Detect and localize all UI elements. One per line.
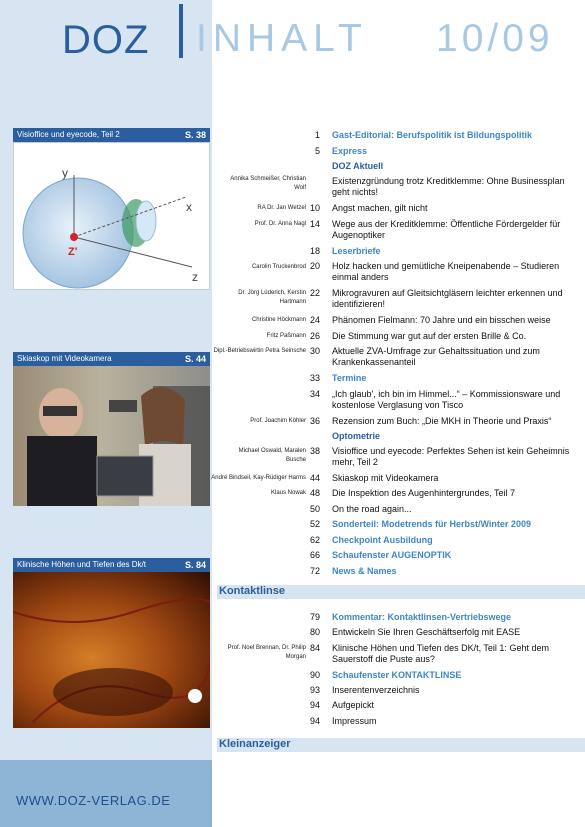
toc-author: RA Dr. Jan Wetzel — [257, 205, 306, 211]
toc-page: 1 — [314, 130, 320, 140]
toc-title[interactable]: Die Inspektion des Augenhintergrundes, Teil 7 — [332, 488, 515, 498]
toc-title[interactable]: News & Names — [332, 566, 397, 576]
panel-header — [13, 352, 210, 366]
panel-page: S. 38 — [184, 130, 206, 140]
trial-frame — [43, 406, 77, 416]
z-label: z — [192, 270, 198, 284]
website-link[interactable]: WWW.DOZ-VERLAG.DE — [16, 793, 171, 808]
eye-diagram-image — [13, 142, 210, 290]
toc-title[interactable]: Kommentar: Kontaktlinsen-Vertriebswege — [332, 612, 512, 622]
toc-author: Fritz Paßmann — [266, 333, 306, 339]
blood-vessel — [13, 599, 210, 622]
toc-page: 72 — [309, 566, 320, 576]
toc-page: 50 — [309, 504, 320, 514]
skiaskop-device — [109, 400, 137, 412]
toc-page: 22 — [309, 288, 320, 298]
cornea-shape — [136, 201, 156, 241]
toc-author: Prof. Dr. Anna Nagl — [254, 221, 306, 227]
toc-author: Prof. Noel Brennan, Dr. Philip Morgan — [227, 645, 306, 660]
toc-title[interactable]: Mikrogravuren auf Gleitsichtgläsern leichter erkennen und identifizieren! — [332, 288, 563, 309]
toc-author: Dr. Jörg Lüderich, Kerstin Hartmann — [238, 290, 306, 305]
toc-page: 90 — [309, 670, 320, 680]
examiner-hair — [141, 387, 185, 446]
toc-section-heading: DOZ Aktuell — [332, 161, 384, 171]
toc-page: 38 — [309, 446, 320, 456]
toc-page: 94 — [309, 700, 320, 710]
y-label: y — [62, 166, 68, 180]
toc-title[interactable]: Phänomen Fielmann: 70 Jahre und ein bisschen weise — [332, 315, 551, 325]
toc-author: Christine Höckmann — [251, 317, 306, 323]
dark-region — [53, 668, 173, 716]
toc-page: 52 — [309, 519, 320, 529]
toc-page: 10 — [309, 203, 320, 213]
toc-title[interactable]: Existenzgründung trotz Kreditklemme: Ohne Businessplan geht nichts! — [332, 176, 565, 197]
toc-page: 18 — [309, 246, 320, 256]
toc-title[interactable]: Express — [332, 146, 368, 156]
toc-title[interactable]: Schaufenster AUGENOPTIK — [332, 550, 452, 560]
panel-caption: Skiaskop mit Videokamera — [17, 354, 112, 363]
toc-author: André Bindseil, Kay-Rüdiger Harms — [211, 475, 306, 481]
toc-page: 26 — [309, 331, 320, 341]
toc-title[interactable]: Angst machen, gilt nicht — [332, 203, 428, 213]
toc-title[interactable]: Inserentenverzeichnis — [332, 685, 420, 695]
toc-page: 44 — [309, 473, 320, 483]
panel-header — [13, 558, 210, 572]
eye-diagram — [14, 143, 210, 289]
toc-page: 93 — [309, 685, 320, 695]
fundus-illustration — [13, 572, 210, 728]
toc-title[interactable]: Impressum — [332, 716, 377, 726]
toc-author: Klaus Nowak — [270, 490, 306, 496]
toc-title[interactable]: Leserbriefe — [332, 246, 381, 256]
skiaskop-photo — [13, 366, 210, 506]
fundus-photo — [13, 572, 210, 728]
toc-author: Dipl.-Betriebswirtin Petra Seinsche — [213, 348, 306, 354]
toc-page: 80 — [309, 627, 320, 637]
panel-caption: Visioffice und eyecode, Teil 2 — [17, 130, 120, 139]
patient-body — [27, 436, 97, 506]
toc-author: Carolin Truckenbrod — [251, 264, 306, 270]
video-monitor — [97, 456, 153, 496]
toc-title[interactable]: Holz hacken und gemütliche Kneipenabende – Studieren einmal anders — [332, 261, 560, 282]
toc-page: 34 — [309, 389, 320, 399]
toc-page: 30 — [309, 346, 320, 356]
panel-header — [13, 128, 210, 142]
toc-page: 84 — [309, 643, 320, 653]
toc-title[interactable]: Die Stimmung war gut auf der ersten Brille & Co. — [332, 331, 527, 341]
panel-page: S. 44 — [184, 354, 206, 364]
toc-page: 66 — [309, 550, 320, 560]
toc-title[interactable]: Schaufenster KONTAKTLINSE — [332, 670, 462, 680]
toc-page: 48 — [309, 488, 320, 498]
page-title: INHALT — [196, 17, 368, 60]
toc-section-heading: Optometrie — [332, 431, 381, 441]
toc-page: 94 — [309, 716, 320, 726]
toc-page: 24 — [309, 315, 320, 325]
origin-dot — [70, 233, 78, 241]
panel-page: S. 84 — [184, 560, 206, 570]
panel-caption: Klinische Höhen und Tiefen des Dk/t — [17, 560, 146, 569]
skiaskop-illustration — [13, 366, 210, 506]
section-kontaktlinse: Kontaktlinse — [219, 585, 286, 597]
toc-title[interactable]: On the road again... — [332, 504, 412, 514]
header-divider — [179, 4, 183, 58]
issue-number: 10/09 — [436, 17, 554, 60]
light-reflex — [188, 689, 202, 703]
toc-title[interactable]: „Ich glaub', ich bin im Himmel...“ – Kommissionsware und kostenlose Verglasung von Tisco — [332, 389, 561, 410]
feature-panel-skiaskop[interactable] — [13, 352, 210, 506]
doz-logo: DOZ — [62, 18, 150, 62]
toc-author: Prof. Joachim Köhler — [250, 418, 306, 424]
toc-page: 14 — [309, 219, 320, 229]
eyeball-shape — [23, 178, 133, 288]
toc-title[interactable]: Visioffice und eyecode: Perfektes Sehen ist kein Geheimnis mehr, Teil 2 — [332, 446, 570, 467]
toc-title[interactable]: Rezension zum Buch: „Die MKH in Theorie und Praxis“ — [332, 416, 552, 426]
z-prime-label: Z' — [68, 246, 78, 258]
feature-panel-dkt[interactable] — [13, 558, 210, 728]
toc-title[interactable]: Wege aus der Kreditklemme: Öffentliche Fördergelder für Augenoptiker — [332, 219, 561, 240]
toc-title[interactable]: Sonderteil: Modetrends für Herbst/Winter 2009 — [332, 519, 531, 529]
toc-page: 20 — [309, 261, 320, 271]
toc-title[interactable]: Checkpoint Ausbildung — [332, 535, 433, 545]
toc-author: Michael Oswald, Maralen Busche — [238, 448, 306, 463]
section-kleinanzeiger: Kleinanzeiger — [219, 738, 291, 750]
toc-title[interactable]: Gast-Editorial: Berufspolitik ist Bildungspolitik — [332, 130, 533, 140]
toc-title[interactable]: Aufgepickt — [332, 700, 375, 710]
toc-page: 36 — [309, 416, 320, 426]
toc-page: 5 — [314, 146, 320, 156]
toc-title[interactable]: Termine — [332, 373, 367, 383]
toc-author: Annika Schmeißer, Christian Wolf — [230, 176, 306, 191]
toc-title[interactable]: Aktuelle ZVA-Umfrage zur Gehaltssituation und zum Krankenkassenanteil — [332, 346, 540, 367]
toc-title[interactable]: Klinische Höhen und Tiefen des DK/t, Teil 1: Geht dem Sauerstoff die Puste aus? — [332, 643, 549, 664]
x-label: x — [186, 200, 192, 214]
toc-title[interactable]: Entwickeln Sie Ihren Geschäftserfolg mit EASE — [332, 627, 521, 637]
toc-page: 33 — [309, 373, 320, 383]
toc-page: 62 — [309, 535, 320, 545]
feature-panel-visioffice[interactable] — [13, 128, 210, 290]
toc-page: 79 — [309, 612, 320, 622]
toc-title[interactable]: Skiaskop mit Videokamera — [332, 473, 439, 483]
